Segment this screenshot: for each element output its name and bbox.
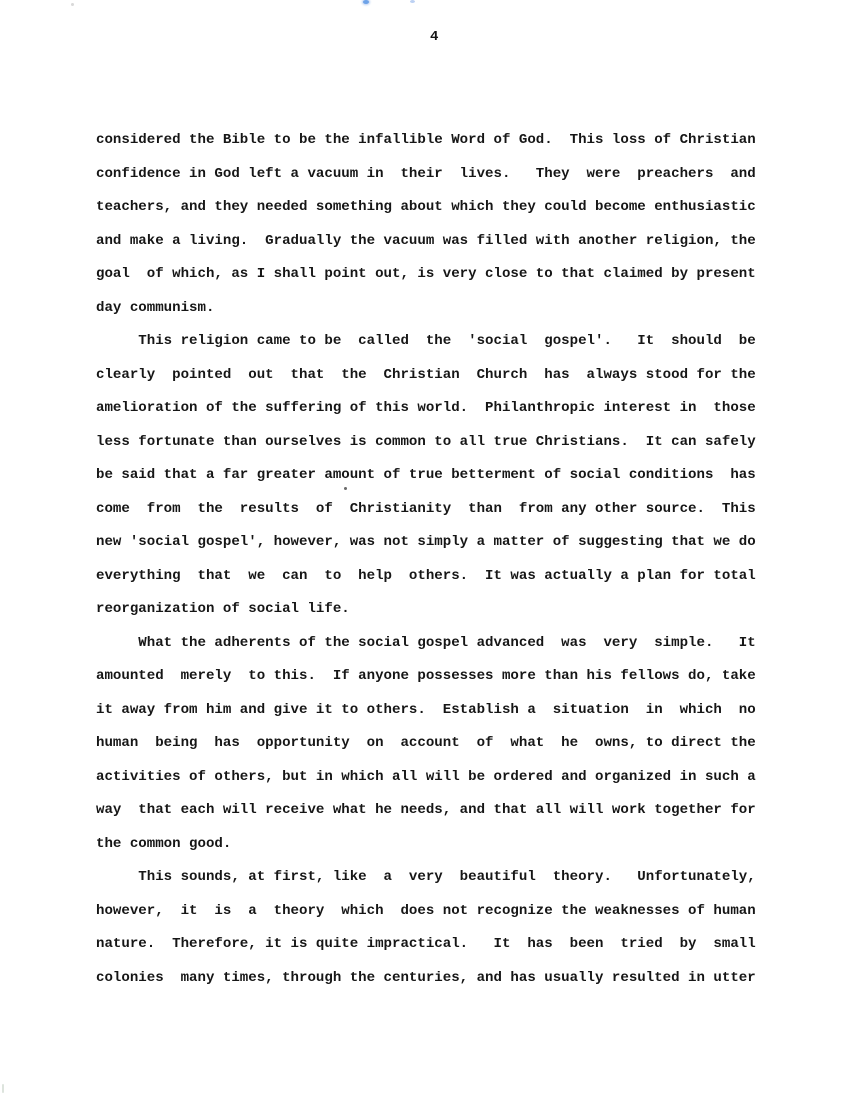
text-line: What the adherents of the social gospel advanced was very simple. It [96, 634, 756, 651]
text-line: clearly pointed out that the Christian Church has always stood for the [96, 366, 756, 383]
text-line: reorganization of social life. [96, 601, 350, 617]
text-line: way that each will receive what he needs, and that all will work together for [96, 802, 756, 818]
scan-speck-blue [363, 0, 369, 4]
text-line: however, it is a theory which does not recognize the weaknesses of human [96, 902, 756, 919]
scan-speck-blue [410, 0, 415, 3]
text-line: confidence in God left a vacuum in their lives. They were preachers and [96, 165, 756, 182]
text-line: considered the Bible to be the infallible Word of God. This loss of Christian [96, 132, 756, 148]
text-line: come from the results of Christianity than from any other source. This [96, 500, 756, 517]
text-line: be said that a far greater amount of true betterment of social conditions has [96, 467, 756, 483]
text-line: amounted merely to this. If anyone possesses more than his fellows do, take [96, 668, 756, 684]
text-line: day communism. [96, 299, 215, 316]
text-line: the common good. [96, 835, 232, 852]
text-line: goal of which, as I shall point out, is very close to that claimed by present [96, 266, 756, 282]
text-line: colonies many times, through the centuries, and has usually resulted in utter [96, 969, 756, 986]
document-text [96, 124, 796, 995]
text-line: less fortunate than ourselves is common to all true Christians. It can safely [96, 433, 756, 450]
scan-speck-edge [2, 1084, 4, 1093]
text-line: amelioration of the suffering of this world. Philanthropic interest in those [96, 400, 756, 416]
text-line: teachers, and they needed something about which they could become enthusiastic [96, 199, 756, 215]
scan-speck-gray [71, 3, 74, 6]
text-line: human being has opportunity on account of what he owns, to direct the [96, 735, 756, 751]
text-line: This religion came to be called the 'social gospel'. It should be [96, 333, 756, 349]
text-line: activities of others, but in which all will be ordered and organized in such a [96, 768, 756, 785]
text-line: everything that we can to help others. It was actually a plan for total [96, 567, 756, 584]
text-line: it away from him and give it to others. Establish a situation in which no [96, 701, 756, 718]
text-line: This sounds, at first, like a very beautiful theory. Unfortunately, [96, 869, 756, 885]
text-line: nature. Therefore, it is quite impractical. It has been tried by small [96, 936, 756, 952]
text-line: and make a living. Gradually the vacuum was filled with another religion, the [96, 232, 756, 249]
page-number: 4 [430, 29, 439, 45]
text-line: new 'social gospel', however, was not simply a matter of suggesting that we do [96, 534, 756, 550]
